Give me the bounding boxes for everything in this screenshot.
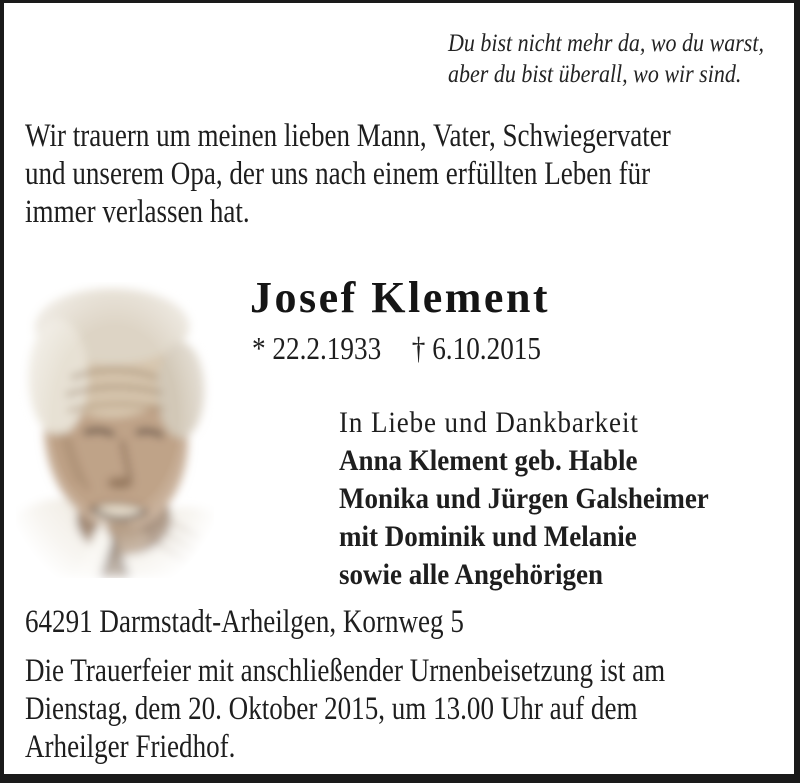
quote-line-2: aber du bist überall, wo wir sind.: [448, 61, 742, 88]
mourning-text: [25, 117, 800, 231]
funeral-info: [25, 652, 800, 766]
family-block: [339, 404, 750, 594]
funeral-info-line-2: Dienstag, dem 20. Oktober 2015, um 13.00 Uhr auf dem: [25, 691, 638, 727]
mourning-text-line-2: und unserem Opa, der uns nach einem erfüllten Leben für: [25, 156, 651, 192]
deceased-name: Josef Klement: [250, 273, 551, 322]
mourning-text-line-1: Wir trauern um meinen lieben Mann, Vater, Schwiegervater: [25, 118, 671, 154]
memorial-quote: [448, 28, 800, 90]
funeral-info-line-1: Die Trauerfeier mit anschließender Urnenbeisetzung ist am: [25, 653, 666, 689]
birth-date: * 22.2.1933: [252, 330, 382, 366]
family-member-1: Anna Klement geb. Hable: [339, 444, 638, 477]
family-member-2: Monika und Jürgen Galsheimer: [339, 482, 709, 515]
family-member-4: sowie alle Angehörigen: [339, 558, 603, 591]
family-intro: In Liebe und Dankbarkeit: [339, 406, 639, 439]
funeral-info-line-3: Arheilger Friedhof.: [25, 729, 236, 765]
address-line: 64291 Darmstadt-Arheilgen, Kornweg 5: [25, 604, 464, 640]
portrait-photo: [16, 282, 214, 578]
mourning-text-line-3: immer verlassen hat.: [25, 194, 250, 230]
family-member-3: mit Dominik und Melanie: [339, 520, 637, 553]
quote-line-1: Du bist nicht mehr da, wo du warst,: [448, 30, 764, 57]
death-date: † 6.10.2015: [411, 330, 541, 366]
life-dates: [252, 330, 541, 367]
portrait-elderly-man-illustration: [16, 282, 214, 578]
